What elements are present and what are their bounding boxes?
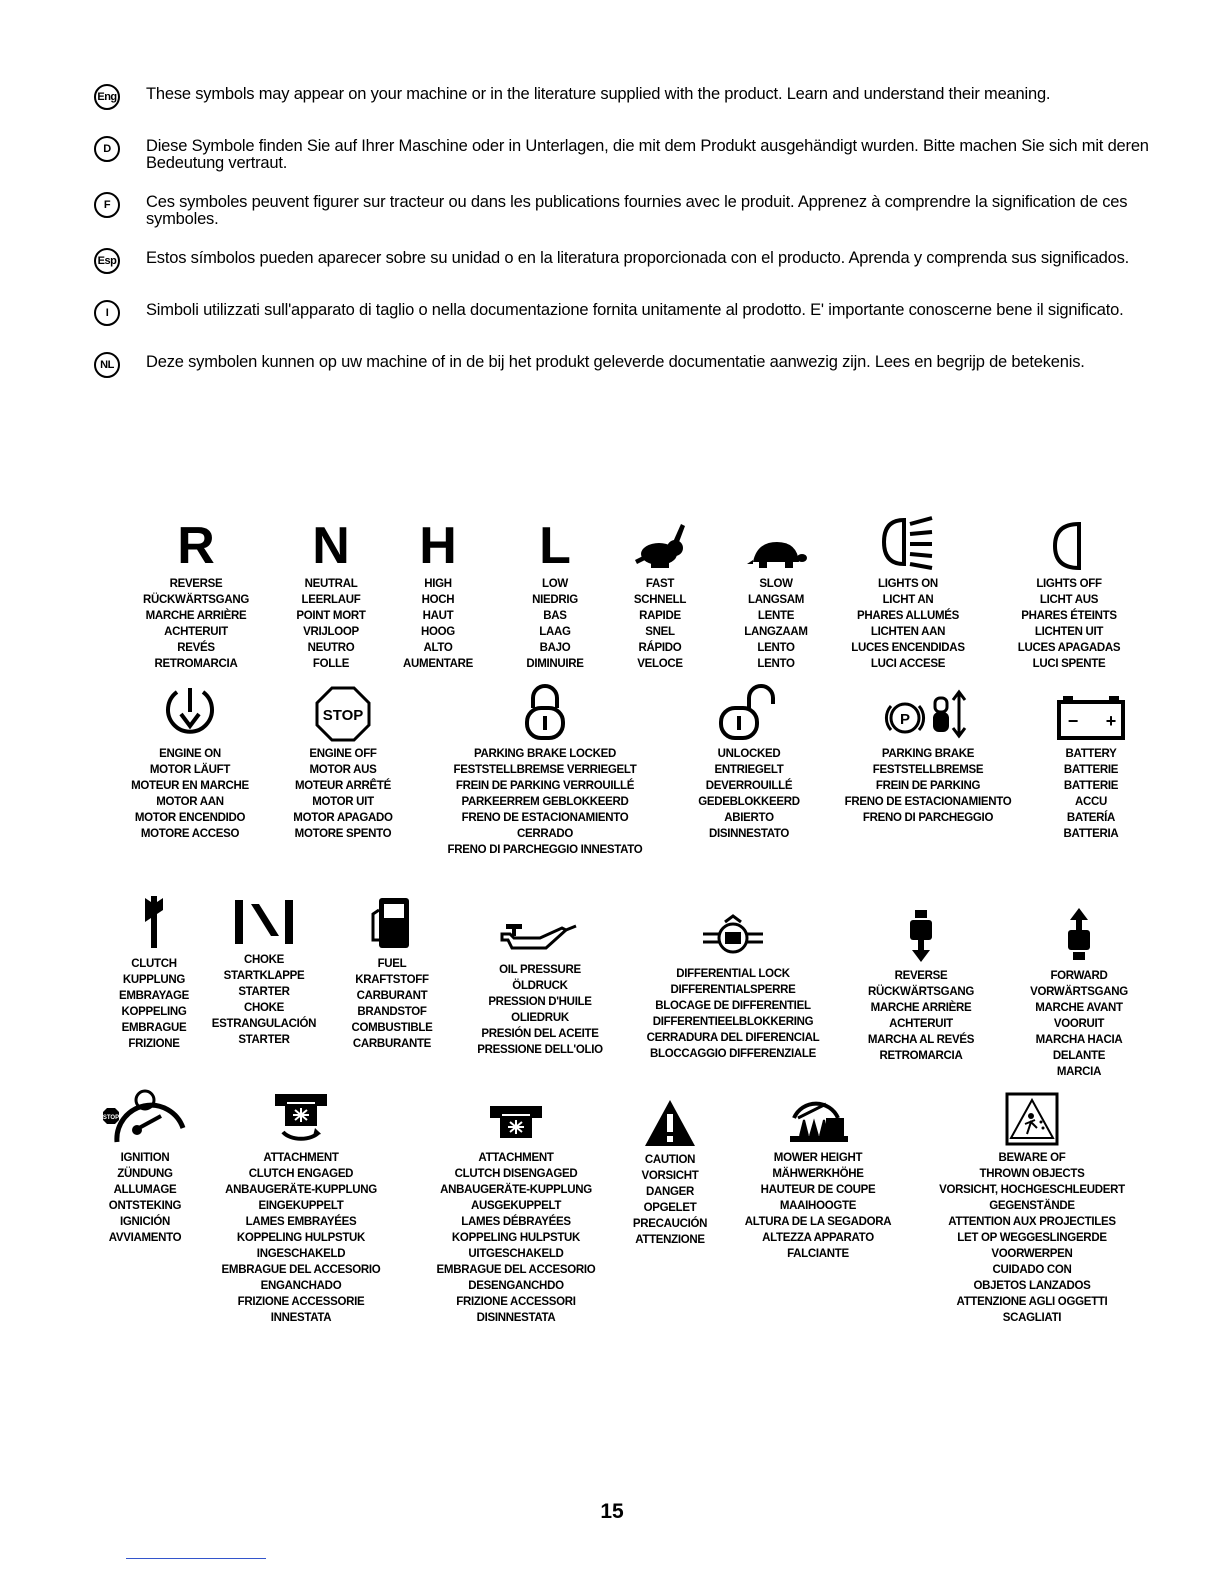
ignition-key-icon [99, 1086, 191, 1146]
symbol-label-line: VORSICHT [641, 1170, 699, 1182]
intro-text-fr: Ces symboles peuvent figurer sur tracteur ou dans les publications fournies avec le produit. Apprenez à comprendre la signification de ces symboles. [146, 193, 1128, 228]
symbol-label-line: MOWER HEIGHT [773, 1152, 863, 1164]
symbol-label-line: FESTSTELLBREMSE [872, 764, 984, 776]
stop-sign-icon [315, 686, 371, 742]
symbol-labels [196, 952, 332, 1048]
symbol-labels [92, 1150, 198, 1246]
symbol-label-line: LEERLAUF [301, 594, 361, 606]
symbol-label-line: UNLOCKED [717, 748, 781, 760]
symbol-label-line: CUIDADO CON [992, 1264, 1072, 1276]
symbol-label-line: CERRADO [516, 828, 574, 840]
symbol-label-line: AVVIAMENTO [108, 1232, 182, 1244]
symbol-neutral [266, 510, 396, 672]
symbol-label-line: KOPPELING HULPSTUK [236, 1232, 366, 1244]
symbol-label-line: LANGSAM [747, 594, 805, 606]
ignition-stop-text: STOP [102, 1115, 120, 1121]
symbol-label-line: BAS [543, 610, 567, 622]
symbol-mower-height [720, 1084, 916, 1262]
intro-section [94, 86, 1184, 406]
symbol-parking-brake [818, 680, 1038, 826]
symbol-label-line: PRESIÓN DEL ACEITE [481, 1028, 599, 1040]
lang-badge-fr: F [94, 192, 120, 218]
symbol-label-line: MARCHE ARRIÈRE [870, 1002, 972, 1014]
symbol-label-line: BATERÍA [1066, 812, 1116, 824]
symbol-label-line: STARTER [238, 1034, 290, 1046]
symbol-label-line: MÄHWERKHÖHE [772, 1168, 864, 1180]
symbol-label-line: AUMENTARE [403, 658, 473, 670]
symbol-label-line: AUSGEKUPPELT [470, 1200, 562, 1212]
symbol-label-line: SNEL [645, 626, 675, 638]
symbol-label-line: ALLUMAGE [113, 1184, 177, 1196]
symbol-label-line: LANGZAAM [744, 626, 808, 638]
symbol-reverse-direction [846, 902, 996, 1064]
reverse-letter: R [177, 517, 215, 575]
warning-triangle-icon [643, 1098, 697, 1148]
symbol-label-line: LIGHTS ON [878, 578, 938, 590]
symbol-label-line: BLOCAGE DE DIFFERENTIEL [655, 1000, 811, 1012]
symbol-label-line: FRENO DE ESTACIONAMIENTO [844, 796, 1012, 808]
symbol-label-line: ANBAUGERÄTE-KUPPLUNG [440, 1184, 592, 1196]
symbol-label-line: ENGANCHADO [260, 1280, 342, 1292]
symbol-label-line: FESTSTELLBREMSE VERRIEGELT [453, 764, 637, 776]
symbol-label-line: ACCU [1074, 796, 1108, 808]
symbol-label-line: MARCHA HACIA [1035, 1034, 1123, 1046]
symbol-label-line: CHOKE [243, 954, 285, 966]
symbol-label-line: BRANDSTOF [357, 1006, 427, 1018]
symbol-label-line: LENTE [757, 610, 795, 622]
symbol-label-line: NEUTRO [307, 642, 355, 654]
symbol-label-line: SCAGLIATI [1002, 1312, 1062, 1324]
symbol-label-line: CARBURANT [356, 990, 428, 1002]
symbol-label-line: PRESSION D'HUILE [488, 996, 592, 1008]
symbol-fuel [332, 890, 452, 1052]
symbol-label-line: VRIJLOOP [303, 626, 359, 638]
symbol-label-line: UITGESCHAKELD [468, 1248, 564, 1260]
symbol-label-line: MOTOR AAN [156, 796, 224, 808]
symbol-label-line: PARKING BRAKE [881, 748, 975, 760]
symbol-reverse [126, 510, 266, 672]
symbol-parking-locked [420, 680, 670, 858]
rabbit-icon [629, 520, 691, 572]
high-letter: H [419, 517, 457, 575]
symbol-label-line: HAUTEUR DE COUPE [760, 1184, 876, 1196]
symbol-label-line: RETROMARCIA [154, 658, 238, 670]
symbol-label-line: LOW [542, 578, 568, 590]
symbol-label-line: ANBAUGERÄTE-KUPPLUNG [225, 1184, 377, 1196]
symbol-label-line: CLUTCH DISENGAGED [454, 1168, 578, 1180]
symbol-label-line: FREIN DE PARKING VERROUILLÉ [455, 780, 635, 792]
symbol-label-line: OIL PRESSURE [499, 964, 581, 976]
lights-off-icon [1049, 520, 1089, 572]
symbol-labels [684, 746, 814, 842]
symbol-labels [332, 956, 452, 1052]
intro-text-it: Simboli utilizzati sull'apparato di taglio o nella documentazione fornita unitamente al prodotto. E' importante conoscerne bene il significato. [146, 301, 1124, 319]
symbol-label-line: DEVERROUILLÉ [705, 780, 793, 792]
symbol-forward [1004, 902, 1154, 1080]
symbol-label-line: MARCHE ARRIÈRE [145, 610, 247, 622]
symbol-high [382, 510, 494, 672]
symbol-label-line: BEWARE OF [998, 1152, 1066, 1164]
symbol-label-line: BATTERIA [1063, 828, 1119, 840]
thrown-objects-icon [1005, 1092, 1059, 1146]
symbol-labels [500, 576, 610, 672]
symbol-label-line: RAPIDE [639, 610, 681, 622]
padlock-locked-icon [523, 684, 567, 742]
symbol-labels [452, 962, 628, 1058]
symbol-attachment-engaged [196, 1084, 406, 1326]
symbol-label-line: RÜCKWÄRTSGANG [868, 986, 974, 998]
symbol-label-line: ATTENTION AUX PROJECTILES [948, 1216, 1116, 1228]
intro-text-eng: These symbols may appear on your machine or in the literature supplied with the product. Learn and understand their meaning. [146, 85, 1051, 103]
symbol-label-line: OLIEDRUK [511, 1012, 569, 1024]
symbol-label-line: ESTRANGULACIÓN [211, 1018, 317, 1030]
symbol-label-line: HOCH [421, 594, 455, 606]
symbol-label-line: CERRADURA DEL DIFERENCIAL [646, 1032, 820, 1044]
symbol-label-line: DIFFERENTIALSPERRE [670, 984, 796, 996]
symbol-label-line: PARKING BRAKE LOCKED [473, 748, 616, 760]
symbol-label-line: BAJO [539, 642, 571, 654]
symbol-label-line: MAAIHOOGTE [779, 1200, 857, 1212]
symbol-label-line: LET OP WEGGESLINGERDE [957, 1232, 1107, 1244]
symbol-labels [1036, 746, 1146, 842]
lang-badge-es: Esp [94, 248, 120, 274]
symbol-label-line: FRENO DE ESTACIONAMIENTO [461, 812, 629, 824]
symbol-labels [104, 956, 204, 1052]
intro-row-nl [94, 354, 1184, 384]
symbol-labels [382, 576, 494, 672]
symbol-label-line: CHOKE [243, 1002, 285, 1014]
symbol-label-line: THROWN OBJECTS [979, 1168, 1085, 1180]
mower-height-icon [786, 1088, 850, 1146]
symbol-label-line: SCHNELL [633, 594, 687, 606]
symbol-label-line: ACHTERUIT [164, 626, 228, 638]
symbol-label-line: IGNITION [120, 1152, 170, 1164]
low-letter: L [539, 517, 571, 575]
symbol-label-line: MOTOR APAGADO [293, 812, 393, 824]
lang-badge-it: I [94, 300, 120, 326]
symbol-label-line: DIFFERENTIAL LOCK [676, 968, 790, 980]
symbol-label-line: KUPPLUNG [122, 974, 186, 986]
symbol-caution [610, 1086, 730, 1248]
symbol-label-line: LUCI SPENTE [1032, 658, 1106, 670]
symbol-label-line: OBJETOS LANZADOS [973, 1280, 1091, 1292]
symbol-label-line: MOTEUR EN MARCHE [131, 780, 249, 792]
symbol-label-line: LENTO [757, 658, 795, 670]
symbol-labels [266, 576, 396, 672]
symbol-ignition [92, 1084, 198, 1246]
symbol-labels [1004, 968, 1154, 1080]
symbol-label-line: VOORWERPEN [991, 1248, 1073, 1260]
symbol-label-line: VORSICHT, HOCHGESCHLEUDERT [939, 1184, 1125, 1196]
symbol-label-line: ALTO [423, 642, 453, 654]
padlock-unlocked-icon [717, 684, 781, 742]
symbol-label-line: REVÉS [177, 642, 215, 654]
symbol-label-line: MOTOR UIT [312, 796, 374, 808]
symbol-label-line: MOTORE SPENTO [294, 828, 392, 840]
stop-text: STOP [322, 707, 364, 724]
symbol-labels [910, 1150, 1154, 1326]
symbol-label-line: SLOW [759, 578, 793, 590]
symbol-beware-thrown [910, 1084, 1154, 1326]
symbol-label-line: FRIZIONE ACCESSORI [456, 1296, 576, 1308]
symbol-label-line: FORWARD [1050, 970, 1108, 982]
symbol-label-line: NIEDRIG [532, 594, 578, 606]
intro-row-it [94, 302, 1184, 332]
symbol-label-line: LIGHTS OFF [1036, 578, 1102, 590]
symbol-label-line: LAMES EMBRAYÉES [245, 1216, 357, 1228]
symbol-label-line: CARBURANTE [352, 1038, 432, 1050]
symbol-label-line: ATTACHMENT [478, 1152, 554, 1164]
symbol-slow [718, 510, 834, 672]
symbol-label-line: NEUTRAL [304, 578, 358, 590]
symbol-label-line: ÖLDRUCK [512, 980, 568, 992]
symbol-attachment-disengaged [410, 1084, 622, 1326]
tractor-reverse-icon [904, 906, 938, 964]
symbol-label-line: FOLLE [312, 658, 350, 670]
symbol-label-line: DIMINUIRE [526, 658, 584, 670]
symbol-label-line: MARCIA [1056, 1066, 1102, 1078]
intro-row-fr [94, 194, 1184, 228]
symbol-label-line: DESENGANCHDO [468, 1280, 564, 1292]
symbol-label-line: EMBRAGUE [121, 1022, 187, 1034]
symbol-label-line: HIGH [424, 578, 452, 590]
symbol-label-line: ATTENZIONE AGLI OGGETTI [956, 1296, 1108, 1308]
lights-on-icon [876, 512, 940, 572]
symbol-label-line: DIFFERENTIEELBLOKKERING [652, 1016, 814, 1028]
symbol-label-line: CAUTION [644, 1154, 696, 1166]
symbol-label-line: FALCIANTE [787, 1248, 849, 1260]
symbol-label-line: MARCHE AVANT [1035, 1002, 1123, 1014]
symbol-label-line: ONTSTEKING [108, 1200, 182, 1212]
symbol-label-line: FAST [645, 578, 675, 590]
symbol-unlocked [684, 680, 814, 842]
symbol-labels [720, 1150, 916, 1262]
parking-p-text: P [899, 711, 911, 728]
footer-rule [126, 1558, 266, 1559]
symbol-label-line: ENGINE OFF [309, 748, 377, 760]
symbol-label-line: FRIZIONE ACCESSORIE [237, 1296, 365, 1308]
parking-brake-icon [883, 684, 973, 742]
symbol-labels [126, 576, 266, 672]
symbol-label-line: BLOCCAGGIO DIFFERENZIALE [650, 1048, 816, 1060]
intro-text-es: Estos símbolos pueden aparecer sobre su unidad o en la literatura proporcionada con el producto. Aprenda y comprenda sus significados. [146, 249, 1130, 267]
symbol-labels [994, 576, 1144, 672]
symbol-label-line: PHARES ÉTEINTS [1021, 610, 1117, 622]
symbol-label-line: STARTKLAPPE [223, 970, 305, 982]
symbol-label-line: REVERSE [894, 970, 948, 982]
symbol-label-line: MOTORE ACCESO [140, 828, 240, 840]
clutch-pedal-icon [139, 892, 169, 952]
symbol-label-line: LAMES DÉBRAYÉES [461, 1216, 571, 1228]
symbol-label-line: STARTER [238, 986, 290, 998]
symbol-label-line: BATTERIE [1063, 780, 1119, 792]
symbol-label-line: BATTERY [1065, 748, 1117, 760]
symbol-labels [410, 1150, 622, 1326]
symbol-label-line: FREIN DE PARKING [875, 780, 981, 792]
symbol-label-line: RÜCKWÄRTSGANG [143, 594, 249, 606]
symbol-label-line: HAUT [422, 610, 454, 622]
symbol-label-line: ACHTERUIT [889, 1018, 953, 1030]
symbol-label-line: ATTACHMENT [263, 1152, 339, 1164]
symbol-label-line: DISINNESTATO [708, 828, 790, 840]
symbol-label-line: KOPPELING HULPSTUK [451, 1232, 581, 1244]
symbol-label-line: RETROMARCIA [879, 1050, 963, 1062]
symbol-label-line: DELANTE [1052, 1050, 1106, 1062]
symbol-label-line: LICHTEN UIT [1034, 626, 1104, 638]
symbol-labels [196, 1150, 406, 1326]
symbol-label-line: KRAFTSTOFF [355, 974, 429, 986]
symbol-labels [610, 1152, 730, 1248]
symbol-label-line: PHARES ALLUMÉS [856, 610, 960, 622]
symbol-oil-pressure [452, 896, 628, 1058]
symbol-label-line: DANGER [645, 1186, 695, 1198]
lang-badge-nl: NL [94, 352, 120, 378]
symbol-labels [112, 746, 268, 842]
symbol-engine-off [270, 680, 416, 842]
lang-badge-de: D [94, 136, 120, 162]
differential-lock-icon [701, 912, 765, 962]
symbol-fast [605, 510, 715, 672]
battery-icon [1055, 694, 1127, 742]
symbol-battery [1036, 680, 1146, 842]
symbol-label-line: INGESCHAKELD [256, 1248, 346, 1260]
intro-text-nl: Deze symbolen kunnen op uw machine of in de bij het produkt geleverde documentatie aanwezig zijn. Lees en begrijp de betekenis. [146, 353, 1085, 371]
symbol-label-line: ATTENZIONE [635, 1234, 705, 1246]
symbol-label-line: PRECAUCIÓN [632, 1218, 708, 1230]
lang-badge-eng: Eng [94, 84, 120, 110]
battery-plus: + [1105, 711, 1117, 731]
oil-can-icon [500, 918, 580, 958]
symbol-label-line: FRIZIONE [128, 1038, 180, 1050]
symbol-engine-on [112, 680, 268, 842]
attachment-engaged-icon [269, 1086, 333, 1146]
symbol-label-line: GEGENSTÄNDE [989, 1200, 1075, 1212]
symbol-label-line: RÁPIDO [638, 642, 682, 654]
symbol-labels [718, 576, 834, 672]
symbol-label-line: VELOCE [637, 658, 683, 670]
symbol-label-line: INNESTATA [270, 1312, 332, 1324]
symbol-label-line: MARCHA AL REVÉS [867, 1034, 975, 1046]
symbol-label-line: LENTO [757, 642, 795, 654]
intro-text-de: Diese Symbole finden Sie auf Ihrer Maschine oder in Unterlagen, die mit dem Produkt ausgehändigt wurden. Bitte machen Sie sich mit deren Bedeutung vertraut. [146, 137, 1149, 172]
symbol-low [500, 510, 610, 672]
symbol-label-line: MOTOR LÄUFT [149, 764, 231, 776]
symbol-label-line: ENGINE ON [159, 748, 221, 760]
symbol-labels [818, 746, 1038, 826]
symbol-choke [196, 886, 332, 1048]
symbol-label-line: MOTOR AUS [309, 764, 377, 776]
symbol-label-line: FRENO DI PARCHEGGIO INNESTATO [447, 844, 643, 856]
attachment-disengaged-icon [484, 1096, 548, 1146]
symbol-label-line: LAAG [539, 626, 571, 638]
symbol-labels [605, 576, 715, 672]
symbol-label-line: EMBRAGUE DEL ACCESORIO [221, 1264, 381, 1276]
symbol-lights-off [994, 510, 1144, 672]
battery-minus: − [1067, 711, 1079, 731]
tractor-forward-icon [1062, 906, 1096, 964]
symbol-label-line: PRESSIONE DELL'OLIO [477, 1044, 603, 1056]
symbol-label-line: PARKEERREM GEBLOKKEERD [461, 796, 629, 808]
symbol-label-line: EMBRAGUE DEL ACCESORIO [436, 1264, 596, 1276]
symbol-label-line: MOTEUR ARRÊTÉ [295, 780, 391, 792]
symbol-label-line: ALTURA DE LA SEGADORA [744, 1216, 892, 1228]
symbol-label-line: LICHT AN [882, 594, 934, 606]
symbol-label-line: MOTOR ENCENDIDO [134, 812, 246, 824]
symbol-label-line: HOOG [421, 626, 455, 638]
symbol-lights-on [826, 510, 990, 672]
symbol-label-line: LUCES ENCENDIDAS [851, 642, 965, 654]
symbol-label-line: CLUTCH ENGAGED [248, 1168, 354, 1180]
symbol-label-line: FUEL [377, 958, 407, 970]
intro-row-eng [94, 86, 1184, 116]
symbol-labels [620, 966, 846, 1062]
symbol-label-line: ALTEZZA APPARATO [762, 1232, 874, 1244]
symbol-labels [420, 746, 670, 858]
symbol-label-line: DISINNESTATA [476, 1312, 556, 1324]
page-number: 15 [600, 1500, 624, 1523]
engine-on-icon [163, 684, 217, 742]
intro-row-de [94, 138, 1184, 172]
symbol-label-line: VOORUIT [1053, 1018, 1105, 1030]
symbol-label-line: IGNICIÓN [120, 1216, 170, 1228]
symbol-label-line: FRENO DI PARCHEGGIO [862, 812, 994, 824]
symbol-label-line: LUCI ACCESE [870, 658, 946, 670]
symbol-label-line: KOPPELING [121, 1006, 187, 1018]
symbol-label-line: REVERSE [169, 578, 223, 590]
symbol-label-line: EINGEKUPPELT [258, 1200, 344, 1212]
symbol-label-line: VORWÄRTSGANG [1030, 986, 1128, 998]
symbol-clutch [104, 890, 204, 1052]
symbol-label-line: BATTERIE [1063, 764, 1119, 776]
symbol-label-line: GEDEBLOKKEERD [698, 796, 800, 808]
symbol-label-line: POINT MORT [296, 610, 366, 622]
symbol-labels [846, 968, 996, 1064]
symbol-label-line: ABIERTO [724, 812, 774, 824]
symbol-label-line: LICHTEN AAN [870, 626, 946, 638]
symbol-diff-lock [620, 900, 846, 1062]
symbol-label-line: EMBRAYAGE [119, 990, 189, 1002]
symbol-labels [826, 576, 990, 672]
symbol-label-line: LUCES APAGADAS [1017, 642, 1121, 654]
symbol-label-line: ENTRIEGELT [714, 764, 784, 776]
symbol-label-line: OPGELET [643, 1202, 697, 1214]
symbol-label-line: COMBUSTIBLE [351, 1022, 433, 1034]
neutral-letter: N [312, 517, 350, 575]
symbol-label-line: LICHT AUS [1039, 594, 1099, 606]
symbol-label-line: ZÜNDUNG [117, 1168, 173, 1180]
symbol-labels [270, 746, 416, 842]
intro-row-es [94, 250, 1184, 280]
choke-icon [229, 896, 299, 948]
fuel-pump-icon [369, 894, 415, 952]
symbol-label-line: CLUTCH [131, 958, 177, 970]
turtle-icon [745, 532, 807, 572]
